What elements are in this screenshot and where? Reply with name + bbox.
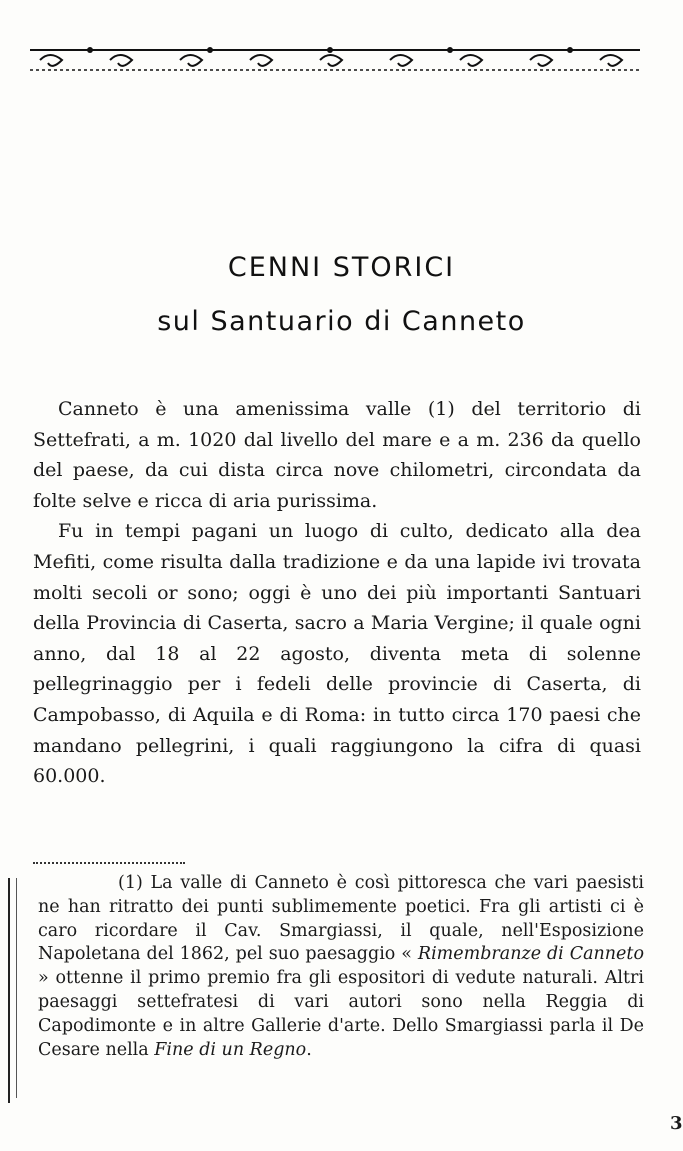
- body-text: [33, 394, 641, 792]
- footnote-part: (1) La valle di Canneto è così pittoresca che vari paesisti ne han ritratto dei punti sublimemente poetici. Fra gli artisti ci è caro ricordare il Cav. Smargiassi, il quale, nell'Esposizione Napoletana del 1862, pel suo paesaggio «: [38, 873, 644, 965]
- paragraph-1: Canneto è una amenissima valle (1) del territorio di Settefrati, a m. 1020 dal livello del mare e a m. 236 da quello del paese, da cui dista circa nove chilometri, circondata da folte selve e ricca di aria purissima.: [33, 398, 641, 512]
- margin-line: [16, 878, 17, 1098]
- footnote-separator: [33, 862, 185, 864]
- margin-line: [8, 878, 10, 1103]
- decorative-scroll-border: [30, 40, 640, 80]
- footnote-part: » ottenne il primo premio fra gli espositori di vedute naturali. Altri paesaggi settefratesi di vari autori sono nella Reggia di Capodimonte e in altre Gallerie d'arte. Dello Smargiassi parla il De Cesare nella: [38, 968, 644, 1060]
- corner-mark: 3: [670, 1113, 683, 1134]
- page-subtitle: sul Santuario di Canneto: [157, 306, 526, 337]
- footnote-text: [38, 872, 644, 1062]
- book-title: Fine di un Regno: [154, 1039, 307, 1060]
- footnote-part: .: [306, 1039, 312, 1060]
- footnote: [38, 872, 644, 1062]
- page-title: CENNI STORICI: [227, 252, 456, 283]
- work-title: Rimembranze di Canneto: [417, 944, 644, 965]
- paragraph-2: Fu in tempi pagani un luogo di culto, dedicato alla dea Mefiti, come risulta dalla tradizione e da una lapide ivi trovata molti secoli or sono; oggi è uno dei più importanti Santuari della Provincia di Caserta, sacro a Maria Vergine; il quale ogni anno, dal 18 al 22 agosto, diventa meta di solenne pellegrinaggio per i fedeli delle provincie di Caserta, di Campobasso, di Aquila e di Roma: in tutto circa 170 paesi che mandano pellegrini, i quali raggiungono la cifra di quasi 60.000.: [33, 520, 641, 788]
